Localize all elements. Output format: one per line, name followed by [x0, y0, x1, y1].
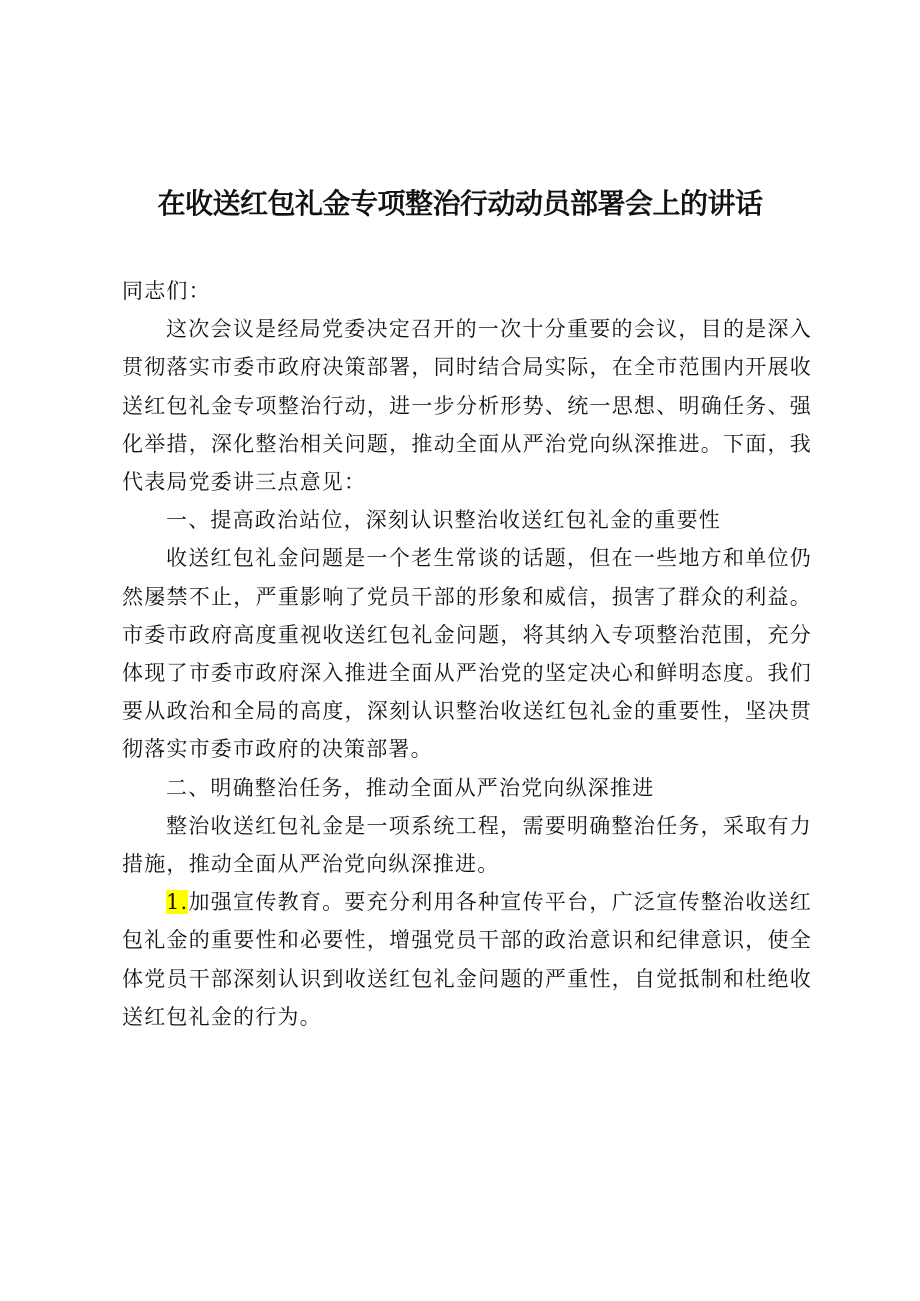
document-title: 在收送红包礼金专项整治行动动员部署会上的讲话: [157, 187, 763, 220]
section-heading-1: 一、提高政治站位，深刻认识整治收送红包礼金的重要性: [166, 508, 721, 533]
list-item-number: 1.: [166, 890, 189, 915]
salutation: 同志们：: [122, 279, 211, 303]
paragraph-section-1: 收送红包礼金问题是一个老生常谈的话题，但在一些地方和单位仍然屡禁不止，严重影响了党员干部的形象和威信，损害了群众的利益。市委市政府高度重视收送红包礼金问题，将其纳入专项整治范围，充分体现了市委市政府深入推进全面从严治党的坚定决心和鲜明态度。我们要从政治和全局的高度，深刻认识整治收送红包礼金的重要性，坚决贯彻落实市委市政府的决策部署。: [122, 546, 812, 762]
paragraph-intro: 这次会议是经局党委决定召开的一次十分重要的会议，目的是深入贯彻落实市委市政府决策部署，同时结合局实际，在全市范围内开展收送红包礼金专项整治行动，进一步分析形势、统一思想、明确任务、强化举措，深化整治相关问题，推动全面从严治党向纵深推进。下面，我代表局党委讲三点意见：: [122, 317, 812, 495]
document-body: [122, 272, 812, 1036]
paragraph-section-2: 整治收送红包礼金是一项系统工程，需要明确整治任务，采取有力措施，推动全面从严治党向纵深推进。: [122, 813, 812, 877]
section-heading-2: 二、明确整治任务，推动全面从严治党向纵深推进: [166, 775, 655, 800]
list-item-1: [122, 883, 812, 1036]
list-item-text: 加强宣传教育。要充分利用各种宣传平台，广泛宣传整治收送红包礼金的重要性和必要性，增强党员干部的政治意识和纪律意识，使全体党员干部深刻认识到收送红包礼金问题的严重性，自觉抵制和杜绝收送红包礼金的行为。: [122, 890, 812, 1029]
